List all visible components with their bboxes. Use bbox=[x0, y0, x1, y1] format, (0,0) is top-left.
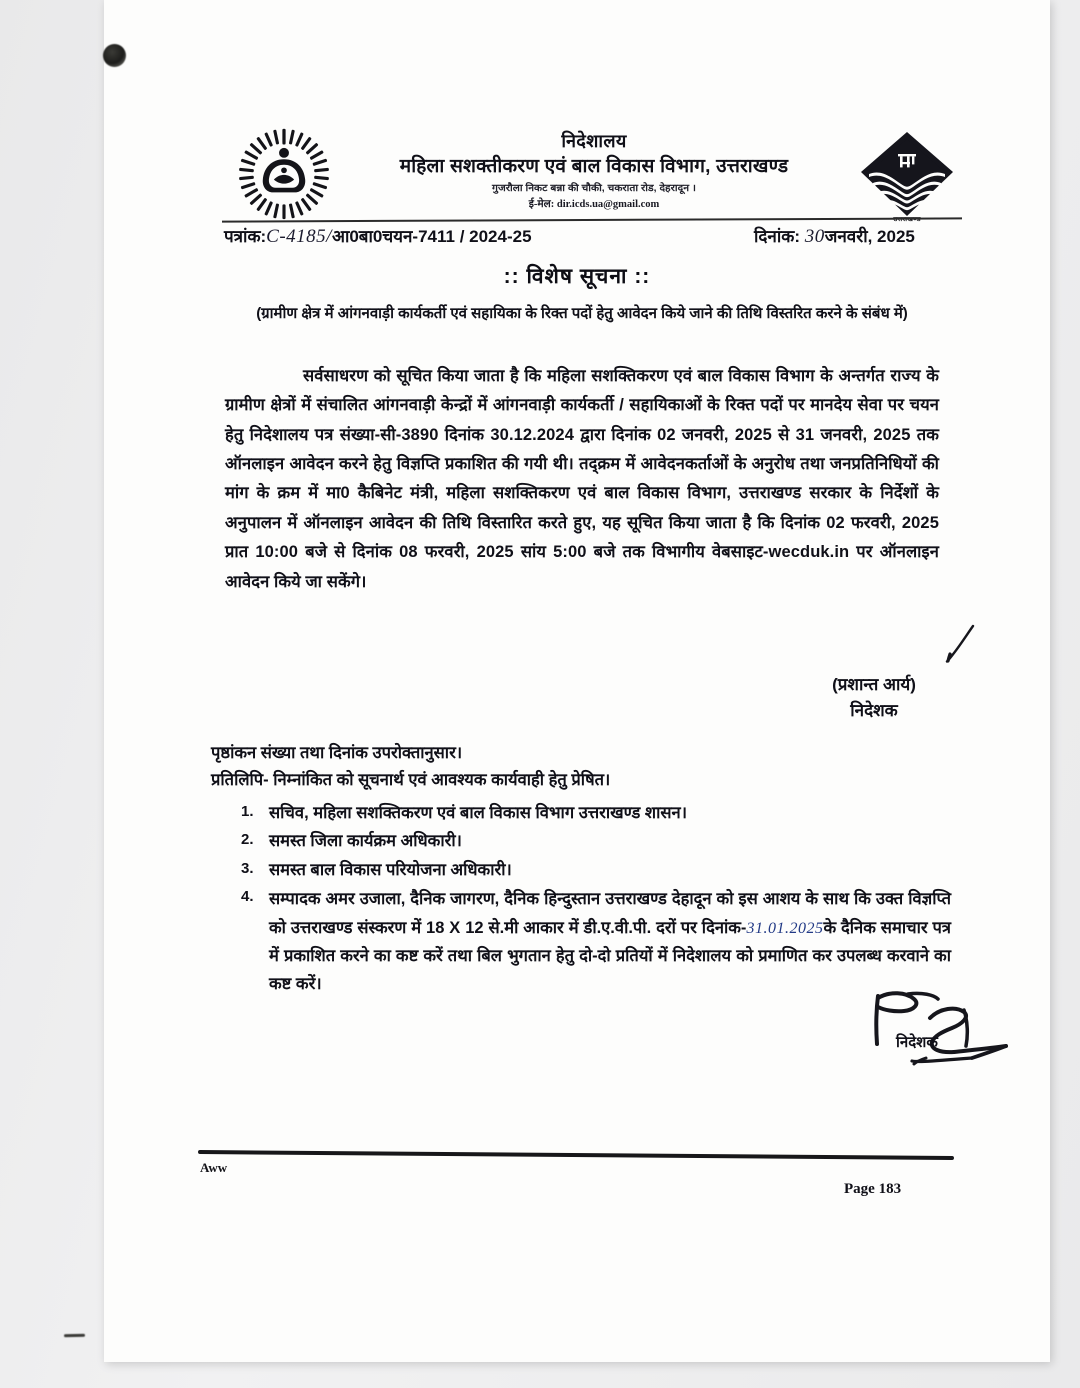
notice-body-paragraph: सर्वसाधरण को सूचित किया जाता है कि महिला सशक्तिकरण एवं बाल विकास विभाग के अन्तर्गत राज्य के ग्रामीण क्षेत्रों में संचालित आंगनवाड़ी केन्द्रों में आंगनवाड़ी कार्यकर्ती / सहायिकाओं के रिक्त पदों पर मानदेय सेवा पर चयन हेतु निदेशालय पत्र संख्या-सी-3890 दिनांक 30.12.2024 द्वारा दिनांक 02 जनवरी, 2025 से 31 जनवरी, 2025 तक ऑनलाइन आवेदन करने हेतु विज्ञप्ति प्रकाशित की गयी थी। तद्क्रम में आवेदनकर्ताओं के अनुरोध तथा जनप्रतिनिधियों की मांग के क्रम में मा0 कैबिनेट मंत्री, महिला सशक्तिकरण एवं बाल विकास विभाग, उत्तराखण्ड सरकार के निर्देशों के अनुपालन में ऑनलाइन आवेदन की तिथि विस्तारित करते हुए, यह सूचित किया जाता है कि दिनांक 02 फरवरी, 2025 प्रात 10:00 बजे से दिनांक 08 फरवरी, 2025 सांय 5:00 बजे तक विभागीय वेबसाइट-wecduk.in पर ऑनलाइन आवेदन किये जा सकेंगे। bbox=[225, 367, 940, 591]
list-item-text-part-1: सम्पादक अमर उजाला, दैनिक जागरण, दैनिक हिन्दुस्तान उत्तराखण्ड देहादून को इस आशय के साथ कि उक्त विज्ञप्ति को उत्तराखण्ड संस्करण में 18 X 12 से.मी आकार में डी.ए.वी.पी. दरों पर दिनांक- bbox=[269, 890, 951, 937]
letterhead-email: ई-मेल: dir.icds.ua@gmail.com bbox=[528, 199, 660, 211]
reference-row bbox=[104, 224, 1050, 254]
letterhead-address: गुजरौला निकट बन्ना की चौकी, चकराता रोड, देहरादून । bbox=[492, 182, 696, 194]
letter-number-printed: आ0बा0चयन-7411 / 2024-25 bbox=[331, 227, 532, 246]
copy-distribution-list bbox=[211, 800, 951, 1000]
list-item-number: 4. bbox=[241, 888, 254, 906]
list-item-text-part-2: के दैनिक समाचार पत्र में प्रकाशित करने का कष्ट करें तथा बिल भुगतान हेतु दो-दो प्रतियों में निदेशालय को प्रमाणित कर उपलब्ध करवाने का कष्ट करें। bbox=[269, 918, 951, 994]
list-item-text: सचिव, महिला सशक्तिकरण एवं बाल विकास विभाग उत्तराखण्ड शासन। bbox=[269, 804, 687, 822]
list-item bbox=[211, 857, 951, 884]
endorsement-line-2: प्रतिलिपि- निम्नांकित को सूचनार्थ एवं आवश्यक कार्यवाही हेतु प्रेषित। bbox=[211, 770, 611, 789]
letter-date-handwritten: 30 bbox=[804, 226, 825, 247]
list-item-text: समस्त बाल विकास परियोजना अधिकारी। bbox=[269, 860, 512, 879]
document-paper bbox=[104, 0, 1050, 1362]
page-subtitle: (ग्रामीण क्षेत्र में आंगनवाड़ी कार्यकर्ती एवं सहायिका के रिक्त पदों हेतु आवेदन किये जाने की तिथि विस्तरित करने के संबंध में) bbox=[256, 305, 908, 322]
list-item-number: 2. bbox=[241, 831, 254, 849]
list-item-text: समस्त जिला कार्यक्रम अधिकारी। bbox=[269, 832, 462, 851]
letterhead bbox=[104, 122, 1050, 222]
footer-note: Aww bbox=[200, 1160, 228, 1175]
signature-stroke-icon bbox=[942, 624, 976, 664]
list-item bbox=[211, 800, 951, 827]
uttarakhand-state-emblem-icon bbox=[856, 130, 958, 222]
endorsement-block bbox=[211, 740, 951, 793]
letter-number-label: पत्रांक: bbox=[224, 227, 267, 246]
director-designation-label: निदेशक bbox=[896, 1034, 938, 1051]
edge-dash-mark bbox=[64, 1334, 85, 1337]
document-content bbox=[104, 0, 1050, 1362]
director-signature-icon bbox=[864, 988, 1044, 1078]
publication-date-handwritten: 31.01.2025 bbox=[746, 919, 824, 937]
endorsement-line-1: पृष्ठांकन संख्या तथा दिनांक उपरोक्तानुसार। bbox=[211, 744, 463, 762]
letter-date bbox=[754, 224, 915, 248]
punch-hole-mark bbox=[103, 44, 126, 67]
signatory-designation: निदेशक bbox=[850, 700, 898, 720]
page-title: :: विशेष सूचना :: bbox=[503, 265, 651, 288]
signatory-block bbox=[724, 672, 1024, 723]
signatory-name: (प्रशान्त आर्य) bbox=[832, 675, 916, 694]
footer-divider bbox=[198, 1150, 954, 1160]
list-item-number: 1. bbox=[241, 803, 254, 820]
list-item-number: 3. bbox=[241, 859, 254, 877]
letterhead-line-2: महिला सशक्तीकरण एवं बाल विकास विभाग, उत्तराखण्ड bbox=[399, 155, 789, 177]
list-item-text bbox=[269, 885, 951, 999]
list-item bbox=[211, 828, 951, 855]
letter-date-label: दिनांक: bbox=[754, 227, 800, 246]
letter-number-handwritten: C-4185/ bbox=[266, 226, 332, 247]
letter-number bbox=[224, 224, 532, 248]
letterhead-text bbox=[344, 130, 844, 211]
letter-date-printed: जनवरी, 2025 bbox=[824, 227, 915, 246]
icds-sun-emblem-icon bbox=[236, 128, 332, 220]
list-item bbox=[211, 885, 951, 999]
page-number: Page 183 bbox=[844, 1181, 902, 1197]
letterhead-line-1: निदेशालय bbox=[561, 131, 627, 151]
